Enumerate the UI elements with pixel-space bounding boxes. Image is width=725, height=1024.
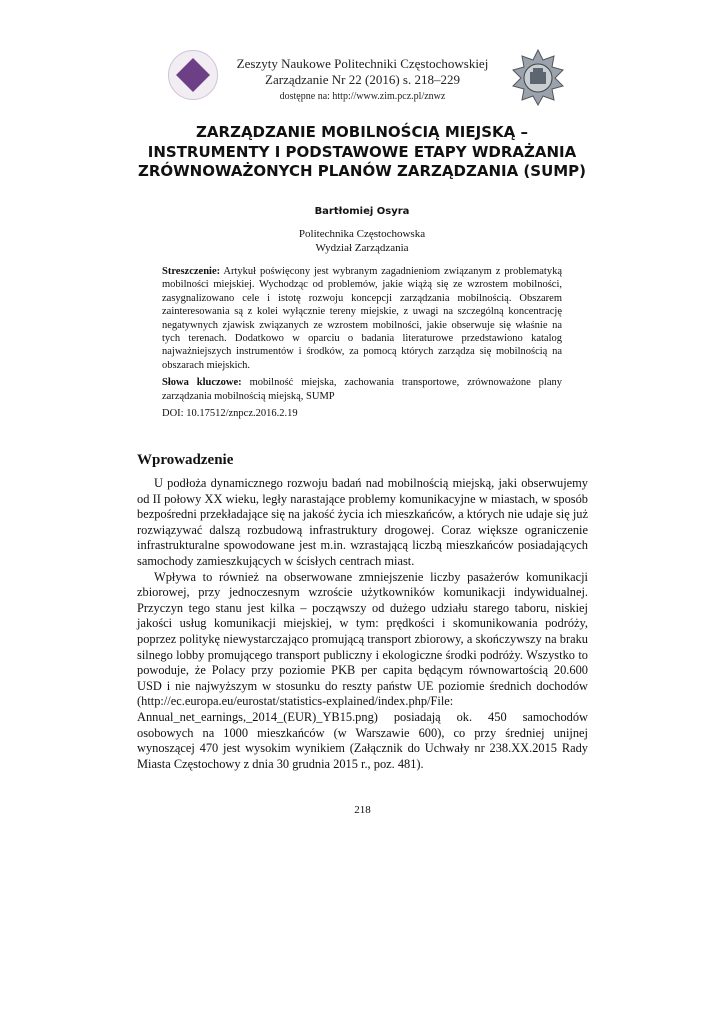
doi[interactable]: DOI: 10.17512/znpcz.2016.2.19 <box>162 408 298 420</box>
author-name: Bartłomiej Osyra <box>314 206 410 217</box>
faculty-emblem-icon <box>510 48 566 106</box>
journal-url[interactable]: dostępne na: http://www.zim.pcz.pl/znwz <box>279 91 446 102</box>
affiliation <box>120 227 604 255</box>
body-paragraph: U podłoża dynamicznego rozwoju badań nad mobilnością miejską, jaki obserwujemy od II połowy XX wieku, legły narastające problemy komunikacyjne w miastach, w sposób bezpośredni przekładające się na jakość życia ich mieszkańców, a których nie udaje się już rozwiązywać dalszą rozbudową infrastruktury drogowej. Coraz większe ograniczenie infrastrukturalne spowodowane jest m.in. wzrastającą liczbą mieszkańców posiadających samochody zamieszkujących w ścisłych centrach miast. <box>137 476 588 568</box>
abstract-text: Artykuł poświęcony jest wybranym zagadnieniom związanym z problematyką mobilności miejskiej. Wychodząc od problemów, jakie wiążą się ze wzrostem mobilności, zasygnalizowano cele i istotę rozwoju koncepcji zarządzania mobilnością. Obszarem zainteresowania są z kolei wyłącznie tereny miejskie, z uwagi na szczególną koncentrację negatywnych zjawisk związanych ze wzrostem mobilności, jakie obserwuje się właśnie na tych terenach. Dodatkowo w oparciu o badania literaturowe przedstawiono katalog najważniejszych instrumentów i środków, za pomocą których zarządza się mobilnością na obszarach miejskich. <box>162 266 563 371</box>
title-line: ZRÓWNOWAŻONYCH PLANÓW ZARZĄDZANIA (SUMP) <box>137 162 587 180</box>
keywords-text: mobilność miejska, zachowania transportowe, zrównoważone plany zarządzania mobilnością miejską, SUMP <box>162 377 562 402</box>
section-heading: Wprowadzenie <box>137 452 234 468</box>
abstract <box>162 265 562 420</box>
journal-header <box>0 44 725 114</box>
affiliation-faculty: Wydział Zarządzania <box>315 242 409 254</box>
abstract-paragraph <box>162 265 562 372</box>
body-paragraph: Wpływa to również na obserwowane zmniejszenie liczby pasażerów komunikacji zbiorowej, przy jednoczesnym wzroście użytkowników komunikacji indywidualnej. Przyczyn tego stanu jest kilka – począwszy od dużego udziału starego taboru, niskiej jakości usług komunikacji miejskiej, w tym: prędkości i skomunikowania podróży, poprzez politykę niewystarczająco promującą transport zbiorowy, a skończywszy na braku silnego lobby promującego transport publiczny i ekologiczne środki podróży. Wszystko to powoduje, że Polacy przy poziomie PKB per capita będącym równowartością 20.600 USD i nie najwyższym w stosunku do reszty państw UE poziomie średnich dochodów (http://ec.europa.eu/eurostat/statistics-explained/index.php/File: Annual_net_earnings,_2014_(EUR)_YB15.png) posiadają ok. 450 samochodów osobowych na 1000 mieszkańców (w Warszawie 600), co przy średniej unijnej wynoszącej 470 jest wysokim wynikiem (Załącznik do Uchwały nr 238.XX.2015 Rady Miasta Częstochowy z dnia 30 grudnia 2015 r., poz. 481). <box>137 569 588 771</box>
title-line: ZARZĄDZANIE MOBILNOŚCIĄ MIEJSKĄ – <box>196 123 528 141</box>
title-line: INSTRUMENTY I PODSTAWOWE ETAPY WDRAŻANIA <box>147 142 577 161</box>
journal-name: Zeszyty Naukowe Politechniki Częstochowskiej <box>236 56 489 71</box>
affiliation-university: Politechnika Częstochowska <box>298 228 426 240</box>
keywords-paragraph <box>162 376 562 403</box>
keywords-label: Słowa kluczowe: <box>162 377 242 389</box>
article-title <box>120 123 604 182</box>
abstract-label: Streszczenie: <box>162 266 221 277</box>
section-body <box>137 476 588 772</box>
page-number: 218 <box>354 804 371 816</box>
journal-issue: Zarządzanie Nr 22 (2016) s. 218–229 <box>265 72 460 87</box>
